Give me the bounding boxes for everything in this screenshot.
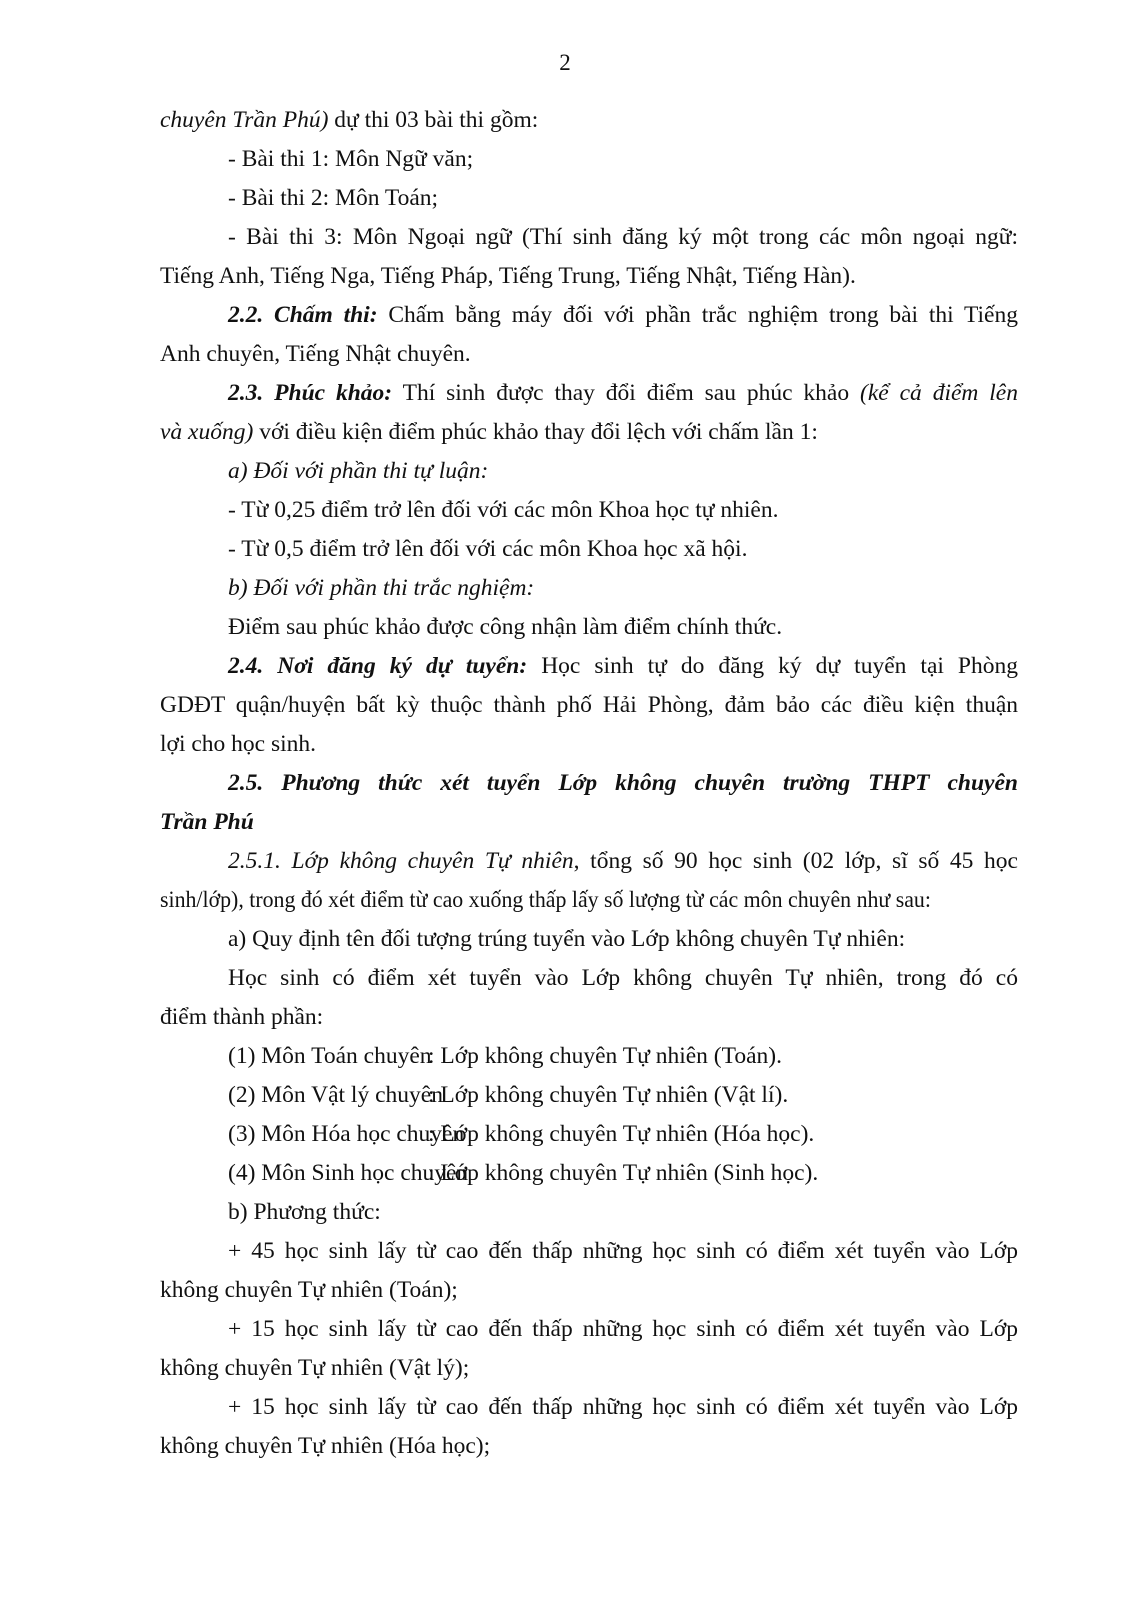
- list-item-exam-3: - Bài thi 3: Môn Ngoại ngữ (Thí sinh đăng ký một trong các môn ngoại ngữ:: [228, 224, 1018, 250]
- list-item: + 15 học sinh lấy từ cao đến thấp những học sinh có điểm xét tuyển vào Lớp: [228, 1316, 1018, 1342]
- mapping-left: (2) Môn Vật lý chuyên: [228, 1082, 443, 1108]
- list-item-exam-1: - Bài thi 1: Môn Ngữ văn;: [228, 146, 474, 172]
- subheading-a: a) Đối với phần thi tự luận:: [228, 458, 489, 484]
- text-line: không chuyên Tự nhiên (Hóa học);: [160, 1433, 491, 1459]
- section-heading: 2.3. Phúc khảo:: [228, 380, 393, 406]
- text: , tổng số 90 học sinh (02 lớp, sĩ số 45 học: [573, 848, 1018, 874]
- mapping-row: [160, 1158, 1018, 1188]
- list-item: + 15 học sinh lấy từ cao đến thấp những học sinh có điểm xét tuyển vào Lớp: [228, 1394, 1018, 1420]
- text: Thí sinh được thay đổi điểm sau phúc khảo: [392, 380, 861, 406]
- subheading-b: b) Đối với phần thi trắc nghiệm:: [228, 575, 535, 601]
- text: Chấm bằng máy đối với phần trắc nghiệm trong bài thi Tiếng: [377, 302, 1018, 328]
- section-heading: 2.4. Nơi đăng ký dự tuyển:: [228, 653, 528, 679]
- mapping-right: : Lớp không chuyên Tự nhiên (Toán).: [428, 1043, 782, 1069]
- list-item: - Từ 0,25 điểm trở lên đối với các môn Khoa học tự nhiên.: [228, 497, 779, 523]
- text-line: [160, 417, 1018, 447]
- text-line: a) Quy định tên đối tượng trúng tuyển vào Lớp không chuyên Tự nhiên:: [228, 926, 906, 952]
- italic-text: (kể cả điểm lên: [860, 380, 1018, 406]
- list-item: - Từ 0,5 điểm trở lên đối với các môn Khoa học xã hội.: [228, 536, 748, 562]
- list-item-exam-2: - Bài thi 2: Môn Toán;: [228, 185, 439, 211]
- mapping-right: : Lớp không chuyên Tự nhiên (Vật lí).: [428, 1082, 789, 1108]
- text-line: Anh chuyên, Tiếng Nhật chuyên.: [160, 341, 471, 367]
- mapping-row: [160, 1041, 1018, 1071]
- text-line: sinh/lớp), trong đó xét điểm từ cao xuống thấp lấy số lượng từ các môn chuyên như sau:: [160, 887, 931, 913]
- page-number: 2: [559, 50, 571, 75]
- text-line: GDĐT quận/huyện bất kỳ thuộc thành phố Hải Phòng, đảm bảo các điều kiện thuận: [160, 692, 1018, 718]
- text: với điều kiện điểm phúc khảo thay đổi lệch với chấm lần 1:: [253, 419, 818, 445]
- text-line: Học sinh có điểm xét tuyển vào Lớp không chuyên Tự nhiên, trong đó có: [228, 965, 1018, 991]
- section-heading: 2.2. Chấm thi:: [228, 302, 378, 328]
- mapping-right: : Lớp không chuyên Tự nhiên (Sinh học).: [428, 1160, 819, 1186]
- section-2-3: [160, 378, 1018, 408]
- text-line: b) Phương thức:: [228, 1199, 381, 1225]
- text-line: không chuyên Tự nhiên (Vật lý);: [160, 1355, 470, 1381]
- text-line: [160, 105, 1018, 135]
- text-line: không chuyên Tự nhiên (Toán);: [160, 1277, 458, 1303]
- section-2-2: [160, 300, 1018, 330]
- italic-text: 2.5.1. Lớp không chuyên Tự nhiên: [228, 848, 574, 874]
- text-line: điểm thành phần:: [160, 1004, 324, 1030]
- section-2-5-heading-cont: Trần Phú: [160, 809, 254, 835]
- italic-text: chuyên Trần Phú): [160, 107, 329, 133]
- list-item: + 45 học sinh lấy từ cao đến thấp những học sinh có điểm xét tuyển vào Lớp: [228, 1238, 1018, 1264]
- mapping-left: (1) Môn Toán chuyên: [228, 1043, 432, 1069]
- mapping-right: : Lớp không chuyên Tự nhiên (Hóa học).: [428, 1121, 815, 1147]
- text-line: Điểm sau phúc khảo được công nhận làm điểm chính thức.: [228, 614, 783, 640]
- text: dự thi 03 bài thi gồm:: [328, 107, 539, 133]
- mapping-row: [160, 1080, 1018, 1110]
- text-line: Tiếng Anh, Tiếng Nga, Tiếng Pháp, Tiếng Trung, Tiếng Nhật, Tiếng Hàn).: [160, 263, 856, 289]
- mapping-row: [160, 1119, 1018, 1149]
- italic-text: và xuống): [160, 419, 254, 445]
- text-line: lợi cho học sinh.: [160, 731, 317, 757]
- mapping-left: (4) Môn Sinh học chuyên: [228, 1160, 469, 1186]
- text: Học sinh tự do đăng ký dự tuyển tại Phòng: [527, 653, 1018, 679]
- section-2-4: [160, 651, 1018, 681]
- mapping-left: (3) Môn Hóa học chuyên: [228, 1121, 465, 1147]
- section-2-5-1: [160, 846, 1018, 876]
- section-2-5-heading: 2.5. Phương thức xét tuyển Lớp không chuyên trường THPT chuyên: [228, 770, 1018, 796]
